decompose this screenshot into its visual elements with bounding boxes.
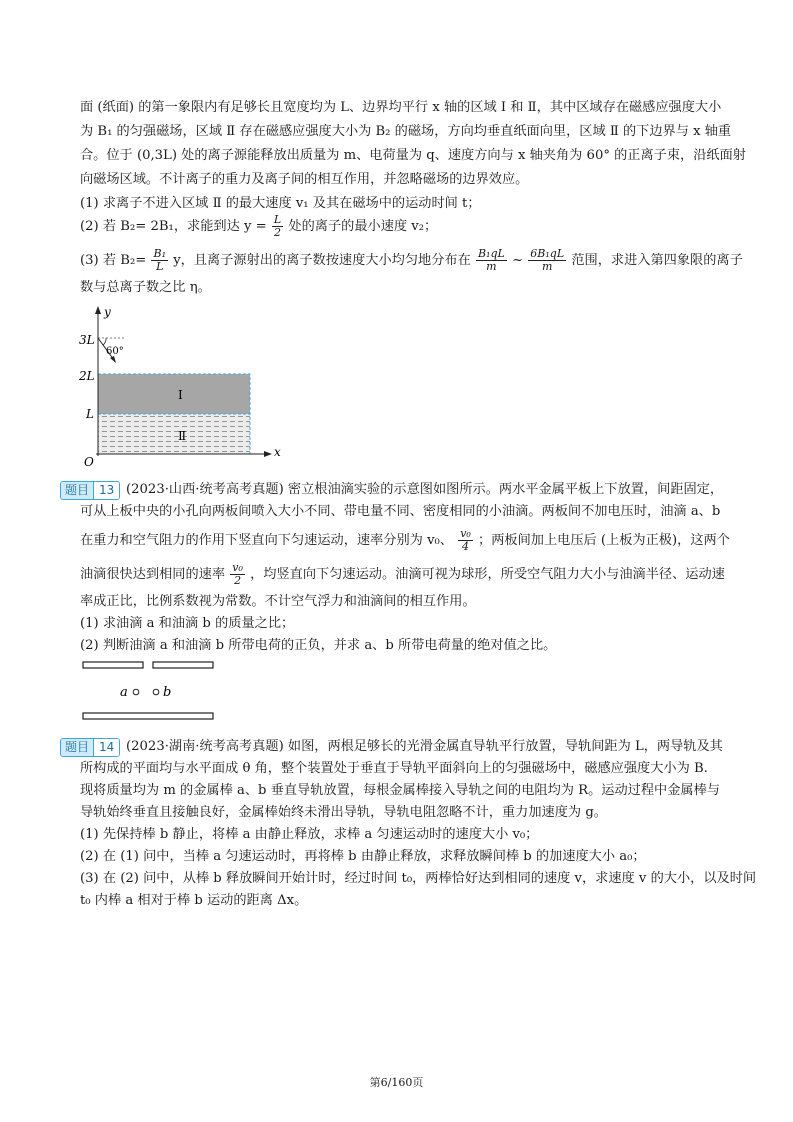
oil-drop-a bbox=[133, 689, 139, 695]
p14-question-3: (3) 在 (2) 问中，从棒 b 释放瞬间开始计时，经过时间 t₀，两棒恰好达到相同的速度 v，求速度 v 的大小，以及时间 bbox=[80, 871, 757, 886]
tick-3L-label: 3L bbox=[79, 333, 95, 347]
page-number: 第6/160页 bbox=[369, 1076, 424, 1089]
p12-q3-text-b: y，且离子源射出的离子数按速度大小均匀地分布在 bbox=[173, 253, 471, 268]
region-1-area bbox=[98, 374, 250, 414]
upper-plate-right bbox=[153, 662, 213, 668]
p13-line-4-text-a: 油滴很快达到相同的速率 bbox=[80, 567, 226, 582]
p13-line-3 bbox=[80, 528, 730, 553]
p12-question-1: (1) 求离子不进入区域 Ⅱ 的最大速度 v₁ 及其在磁场中的运动时间 t； bbox=[80, 196, 481, 211]
p13-figure bbox=[78, 660, 218, 724]
p14-line-3: 现将质量均为 m 的金属棒 a、b 垂直导轨放置，每根金属棒接入导轨之间的电阻均为 R。运动过程中金属棒与 bbox=[80, 783, 720, 798]
angle-label: 60° bbox=[106, 346, 124, 357]
p13-fraction-v0-2: $\frac{\text{v₀}}{2}$ bbox=[232, 561, 243, 587]
tick-2L-label: 2L bbox=[79, 369, 95, 383]
oil-drop-b bbox=[153, 689, 159, 695]
p12-line-4: 向磁场区域。不计离子的重力及离子间的相互作用，并忽略磁场的边界效应。 bbox=[80, 172, 529, 187]
problem-14-number: 14 bbox=[93, 739, 119, 756]
x-axis-label: x bbox=[274, 445, 281, 459]
oil-drop-b-label: b bbox=[163, 685, 172, 700]
x-axis-arrow bbox=[264, 451, 272, 457]
p14-question-1: (1) 先保持棒 b 静止，将棒 a 由静止释放，求棒 a 匀速运动时的速度大小 v₀； bbox=[80, 827, 539, 842]
p13-question-2: (2) 判断油滴 a 和油滴 b 所带电荷的正负，并求 a、b 所带电荷量的绝对值之比。 bbox=[80, 638, 557, 653]
p12-question-2 bbox=[80, 214, 437, 239]
p12-q3-range-sep: ~ bbox=[512, 253, 524, 268]
p12-q3-fraction-b2: $\frac{\text{B₁}}{L}$ bbox=[153, 247, 166, 273]
p12-q3-text-c: 范围，求进入第四象限的离子 bbox=[571, 253, 743, 268]
problem-13-tag bbox=[60, 481, 120, 500]
origin-label: O bbox=[84, 455, 94, 469]
p12-question-3-cont: 数与总离子数之比 η。 bbox=[80, 280, 211, 295]
problem-13-number: 13 bbox=[93, 482, 119, 499]
p12-line-1: 面 (纸面) 的第一象限内有足够长且宽度均为 L、边界均平行 x 轴的区域 Ⅰ 和 Ⅱ，其中区域存在磁感应强度大小 bbox=[80, 100, 722, 115]
p13-line-3-text-b: ；两板间加上电压后 (上板为正极)，这两个 bbox=[478, 533, 730, 548]
p12-q3-fraction-max: $\frac{\text{6B₁qL}}{m}$ bbox=[530, 247, 565, 273]
problem-14-tag-label: 题目 bbox=[61, 739, 93, 756]
problem-13-tag-label: 题目 bbox=[61, 482, 93, 499]
region-2-label: Ⅱ bbox=[178, 429, 187, 443]
problem-14-tag bbox=[60, 738, 120, 757]
p12-line-2: 为 B₁ 的匀强磁场，区域 Ⅱ 存在磁感应强度大小为 B₂ 的磁场，方向均垂直纸面向里，区域 Ⅱ 的下边界与 x 轴重 bbox=[80, 124, 732, 139]
upper-plate-left bbox=[83, 662, 143, 668]
region-1-label: Ⅰ bbox=[178, 388, 183, 402]
p12-line-3: 合。位于 (0,3L) 处的离子源能释放出质量为 m、电荷量为 q、速度方向与 x 轴夹角为 60° 的正离子束，沿纸面射 bbox=[80, 148, 746, 163]
p13-fraction-v0-4: $\frac{\text{v₀}}{4}$ bbox=[460, 527, 471, 553]
p13-line-1: (2023·山西·统考高考真题) 密立根油滴实验的示意图如图所示。两水平金属平板上下放置，间距固定， bbox=[126, 482, 724, 497]
p14-line-2: 所构成的平面均与水平面成 θ 角，整个装置处于垂直于导轨平面斜向上的匀强磁场中，磁感应强度大小为 B. bbox=[80, 761, 708, 776]
p12-q2-fraction: $\frac{L}{2}$ bbox=[273, 213, 282, 239]
tick-L-label: L bbox=[86, 407, 94, 421]
p13-line-3-text-a: 在重力和空气阻力的作用下竖直向下匀速运动，速率分别为 v₀、 bbox=[80, 533, 453, 548]
p13-line-5: 率成正比，比例系数视为常数。不计空气浮力和油滴间的相互作用。 bbox=[80, 594, 476, 609]
p14-line-4: 导轨始终垂直且接触良好，金属棒始终未滑出导轨，导轨电阻忽略不计，重力加速度为 g。 bbox=[80, 805, 607, 820]
p14-question-3-cont: t₀ 内棒 a 相对于棒 b 运动的距离 Δx。 bbox=[80, 893, 308, 908]
p12-q3-fraction-min: $\frac{\text{B₁qL}}{m}$ bbox=[477, 247, 505, 273]
p12-q2-text-a: (2) 若 B₂= 2B₁，求能到达 y = bbox=[80, 219, 267, 234]
p12-q2-text-b: 处的离子的最小速度 v₂； bbox=[288, 219, 438, 234]
p12-figure bbox=[78, 304, 298, 474]
p13-line-2: 可从上板中央的小孔向两板间喷入大小不同、带电量不同、密度相同的小油滴。两板间不加电压时，油滴 a、b bbox=[80, 504, 721, 519]
p13-question-1: (1) 求油滴 a 和油滴 b 的质量之比； bbox=[80, 616, 295, 631]
p13-line-4-text-b: ，均竖直向下匀速运动。油滴可视为球形，所受空气阻力大小与油滴半径、运动速 bbox=[250, 567, 725, 582]
p13-line-4 bbox=[80, 562, 725, 587]
p14-question-2: (2) 在 (1) 问中，当棒 a 匀速运动时，再将棒 b 由静止释放，求释放瞬间棒 b 的加速度大小 a₀； bbox=[80, 849, 646, 864]
p14-line-1: (2023·湖南·统考高考真题) 如图，两根足够长的光滑金属直导轨平行放置，导轨间距为 L，两导轨及其 bbox=[126, 739, 723, 754]
p12-question-3 bbox=[80, 248, 743, 273]
y-axis-label: y bbox=[104, 305, 111, 319]
p12-q3-text-a: (3) 若 B₂= bbox=[80, 253, 147, 268]
y-axis-arrow bbox=[95, 306, 101, 314]
lower-plate bbox=[83, 713, 213, 719]
oil-drop-a-label: a bbox=[120, 685, 128, 700]
